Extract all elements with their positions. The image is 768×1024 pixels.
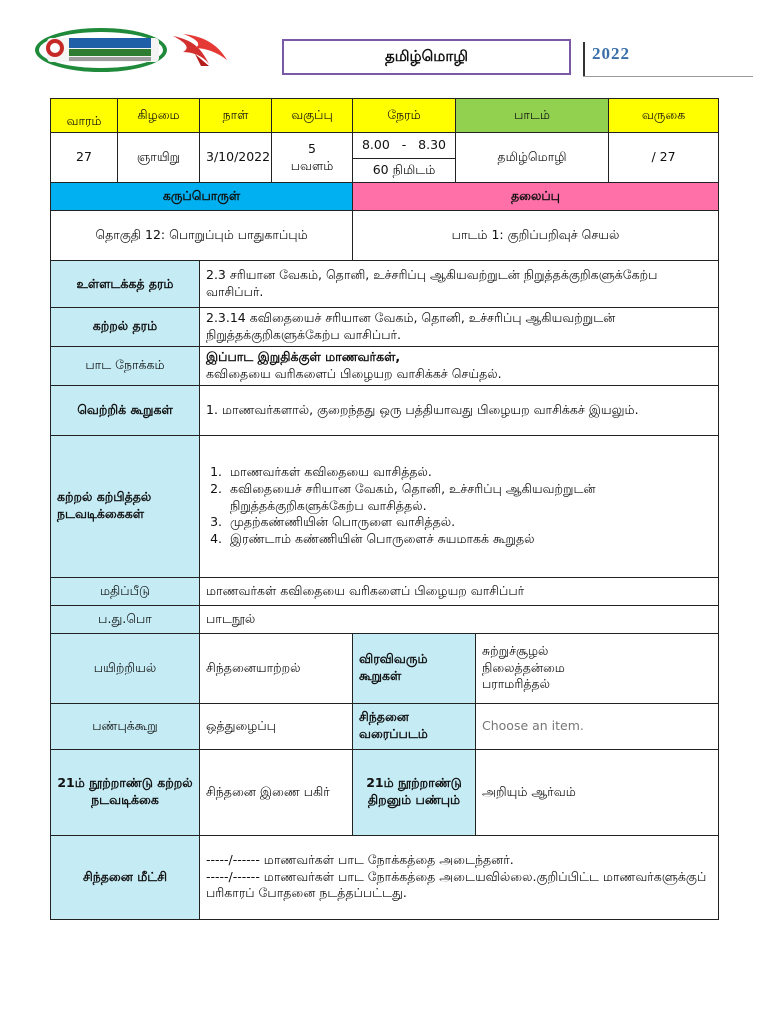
week-header: வாரம் [51,99,118,133]
pedagogy-value: சிந்தனையாற்றல் [200,633,353,703]
class-header: வகுப்பு [272,99,353,133]
c21-row [51,749,719,835]
values-row [51,703,719,749]
cross-elements-label: விரவிவரும் கூறுகள் [353,633,476,703]
activities-label: கற்றல் கற்பித்தல் நடவடிக்கைகள் [51,435,200,577]
thinking-map-label: சிந்தனை வரைப்படம் [353,703,476,749]
time-separator: - [401,137,407,153]
activity-item: 1. மாணவர்கள் கவிதையை வாசித்தல். [226,464,712,481]
time-range [353,133,456,159]
theme-label: கருப்பொருள் [51,183,353,211]
attendance-header: வருகை [609,99,719,133]
reflection-row [51,835,719,919]
objective-cell [200,346,719,385]
learning-standard-label: கற்றல் தரம் [51,308,200,347]
assessment-row [51,577,719,605]
time-end: 8.30 [418,137,447,153]
thinking-map-dropdown[interactable]: Choose an item. [476,703,719,749]
cross-element-item: சுற்றுச்சூழல் [482,642,549,658]
week-value: 27 [51,133,118,183]
subject-title-box [282,39,571,75]
c21-skill-value: அறியும் ஆர்வம் [476,749,719,835]
reflection-cell [200,835,719,919]
attendance-value: / 27 [609,133,719,183]
resources-row [51,605,719,633]
objective-text: கவிதையை வரிகளைப் பிழையற வாசிக்கச் செய்தல். [206,365,502,381]
time-start: 8.00 [361,137,390,153]
header-underline [583,76,753,77]
success-criteria-label: வெற்றிக் கூறுகள் [51,385,200,435]
subject-header: பாடம் [456,99,609,133]
reflection-line-not-achieved: -----/------ மாணவர்கள் பாட நோக்கத்தை அடையவில்லை.குறிப்பிட்ட மாணவர்களுக்குப் பரிகாரப் போதனை நடத்தப்பட்டது. [206,868,707,901]
c21-activity-label: 21ம் நூற்றாண்டு கற்றல் நடவடிக்கை [51,749,200,835]
class-name: பவளம் [290,157,334,173]
activities-cell [200,435,719,577]
activity-item: 2. கவிதையைச் சரியான வேகம், தொனி, உச்சரிப்பு ஆகியவற்றுடன் நிறுத்தக்குறிகளுக்கேற்ப வாசித்தல். [226,481,712,515]
duration-value: 60 நிமிடம் [353,159,456,183]
resources-label: ப.து.பொ [51,605,200,633]
reflection-line-achieved: -----/------ மாணவர்கள் பாட நோக்கத்தை அடைந்தனர். [206,851,514,867]
header-divider [583,42,585,76]
theme-value: தொகுதி 12: பொறுப்பும் பாதுகாப்பும் [51,211,353,261]
class-number: 5 [308,140,316,156]
class-cell [272,133,353,183]
day-header: கிழமை [118,99,200,133]
content-standard-value: 2.3 சரியான வேகம், தொனி, உச்சரிப்பு ஆகியவற்றுடன் நிறுத்தக்குறிகளுக்கேற்ப வாசிப்பர். [200,261,719,308]
subject-value: தமிழ்மொழி [456,133,609,183]
subject-title: தமிழ்மொழி [385,47,468,65]
topic-value: பாடம் 1: குறிப்பறிவுச் செயல் [353,211,719,261]
cross-elements-cell [476,633,719,703]
theme-header-row [51,183,719,211]
lesson-plan-table [50,98,719,920]
date-header: நாள் [200,99,272,133]
assessment-value: மாணவர்கள் கவிதையை வரிகளைப் பிழையற வாசிப்பர் [200,577,719,605]
day-value: ஞாயிறு [118,133,200,183]
reflection-label: சிந்தனை மீட்சி [51,835,200,919]
activities-row [51,435,719,577]
cross-element-item: பராமரித்தல் [482,676,551,692]
values-label: பண்புக்கூறு [51,703,200,749]
learning-standard-value: 2.3.14 கவிதையைச் சரியான வேகம், தொனி, உச்சரிப்பு ஆகியவற்றுடன் நிறுத்தக்குறிகளுக்கேற்ப வாசிப்பர். [200,308,719,347]
success-criteria-row [51,385,719,435]
content-standard-label: உள்ளடக்கத் தரம் [51,261,200,308]
time-header: நேரம் [353,99,456,133]
objective-row [51,346,719,385]
info-row-1 [51,133,719,159]
pedagogy-row [51,633,719,703]
date-value: 3/10/2022 [200,133,272,183]
c21-activity-value: சிந்தனை இணை பகிர் [200,749,353,835]
pedagogy-label: பயிற்றியல் [51,633,200,703]
resources-value: பாடநூல் [200,605,719,633]
activity-item: 3. முதற்கண்ணியின் பொருளை வாசித்தல். [226,514,712,531]
theme-value-row [51,211,719,261]
topic-label: தலைப்பு [353,183,719,211]
year-label: 2022 [592,44,630,63]
school-logo [33,26,231,74]
objective-intro: இப்பாட இறுதிக்குள் மாணவர்கள், [206,348,401,364]
c21-skill-label: 21ம் நூற்றாண்டு திறனும் பண்பும் [353,749,476,835]
learning-standard-row [51,308,719,347]
header-row [51,99,719,133]
values-value: ஒத்துழைப்பு [200,703,353,749]
content-standard-row [51,261,719,308]
objective-label: பாட நோக்கம் [51,346,200,385]
activities-list [206,464,712,548]
page-header [0,0,768,95]
success-criteria-value: 1. மாணவர்களால், குறைந்தது ஒரு பத்தியாவது பிழையற வாசிக்கச் இயலும். [200,385,719,435]
activity-item: 4. இரண்டாம் கண்ணியின் பொருளைச் சுயமாகக் கூறுதல் [226,531,712,548]
cross-element-item: நிலைத்தன்மை [482,659,565,675]
assessment-label: மதிப்பீடு [51,577,200,605]
